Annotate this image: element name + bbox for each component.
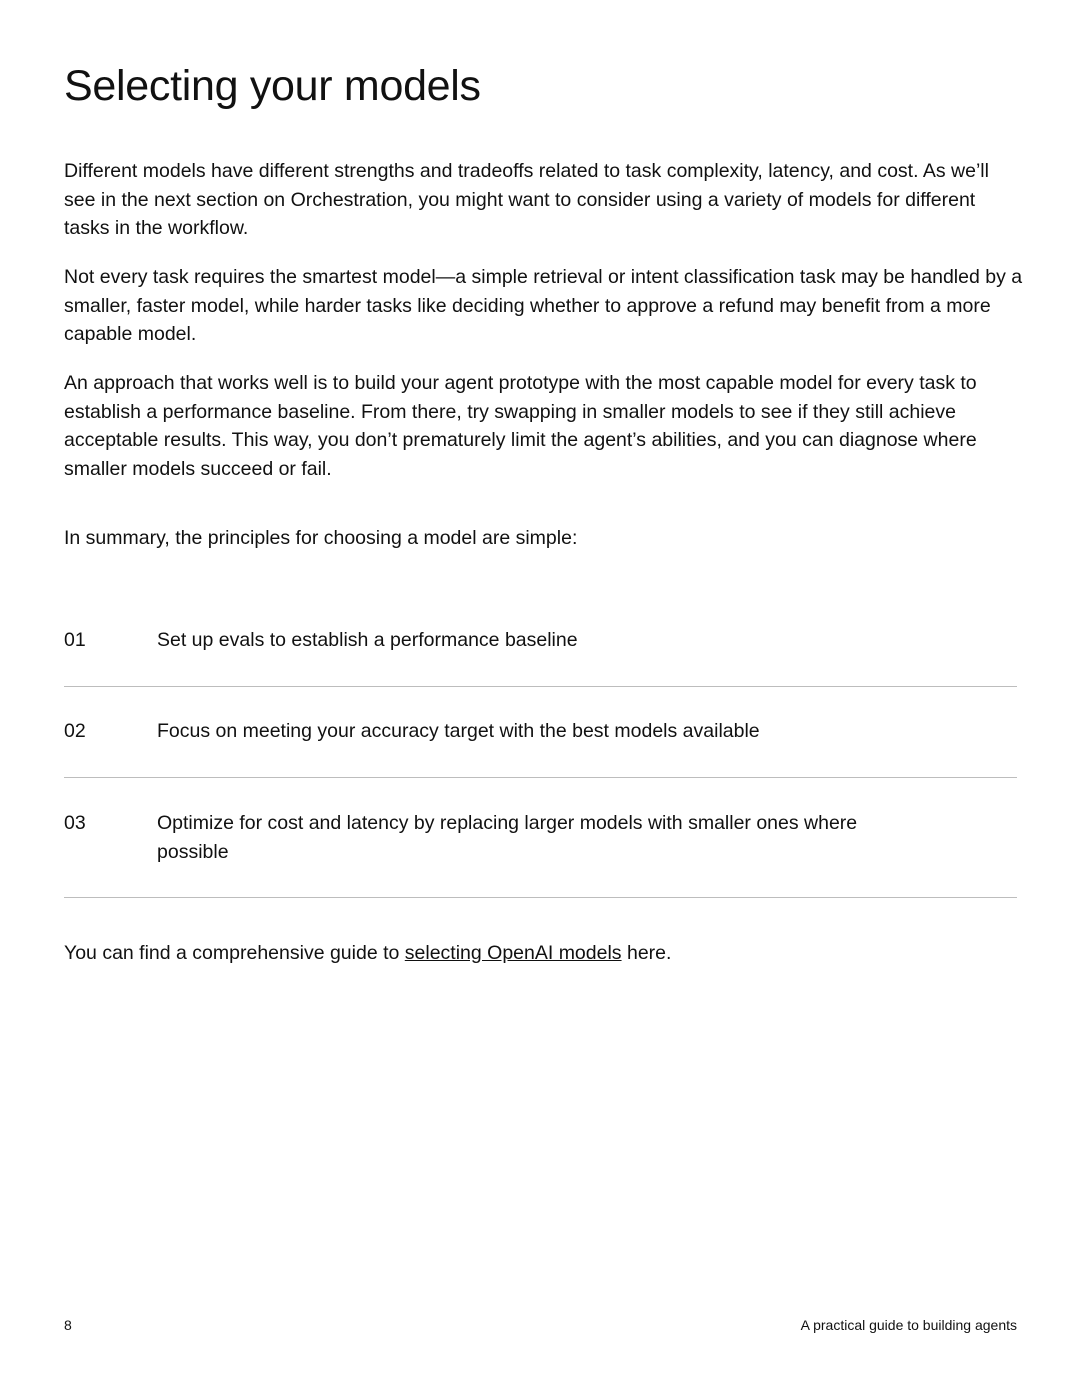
principle-row-1 [64,626,1017,687]
footer-title: A practical guide to building agents [800,1317,1017,1333]
principle-text: Focus on meeting your accuracy target with the best models available [157,720,760,742]
principle-row-3 [64,809,1017,898]
paragraph-3: An approach that works well is to build your agent prototype with the most capable model for every task to establish a performance baseline. From there, try swapping in smaller models to see if they still achieve acceptable results. This way, you don’t prematurely limit the agent’s abilities, and you can diagnose where smaller models succeed or fail. [64,372,977,480]
page-number: 8 [64,1317,72,1333]
summary-intro: In summary, the principles for choosing a model are simple: [64,527,578,549]
principle-text: Optimize for cost and latency by replacing larger models with smaller ones where possible [157,812,858,863]
principle-number: 01 [64,629,86,651]
selecting-models-link[interactable]: selecting OpenAI models [404,942,622,964]
principle-row-2 [64,717,1017,778]
paragraph-2: Not every task requires the smartest model—a simple retrieval or intent classification task may be handled by a smaller, faster model, while harder tasks like deciding whether to approve a refund may benefit from a more capable model. [64,266,1023,345]
closing-text-end: here. [621,942,672,964]
principle-text: Set up evals to establish a performance baseline [157,629,578,651]
principle-number: 03 [64,812,86,834]
page-title: Selecting your models [64,62,481,110]
closing-paragraph [64,939,1024,968]
closing-text: You can find a comprehensive guide to [64,942,405,964]
paragraph-1: Different models have different strengths and tradeoffs related to task complexity, latency, and cost. As we’ll see in the next section on Orchestration, you might want to consider using a variety of models for different tasks in the workflow. [64,160,989,239]
principle-number: 02 [64,720,86,742]
